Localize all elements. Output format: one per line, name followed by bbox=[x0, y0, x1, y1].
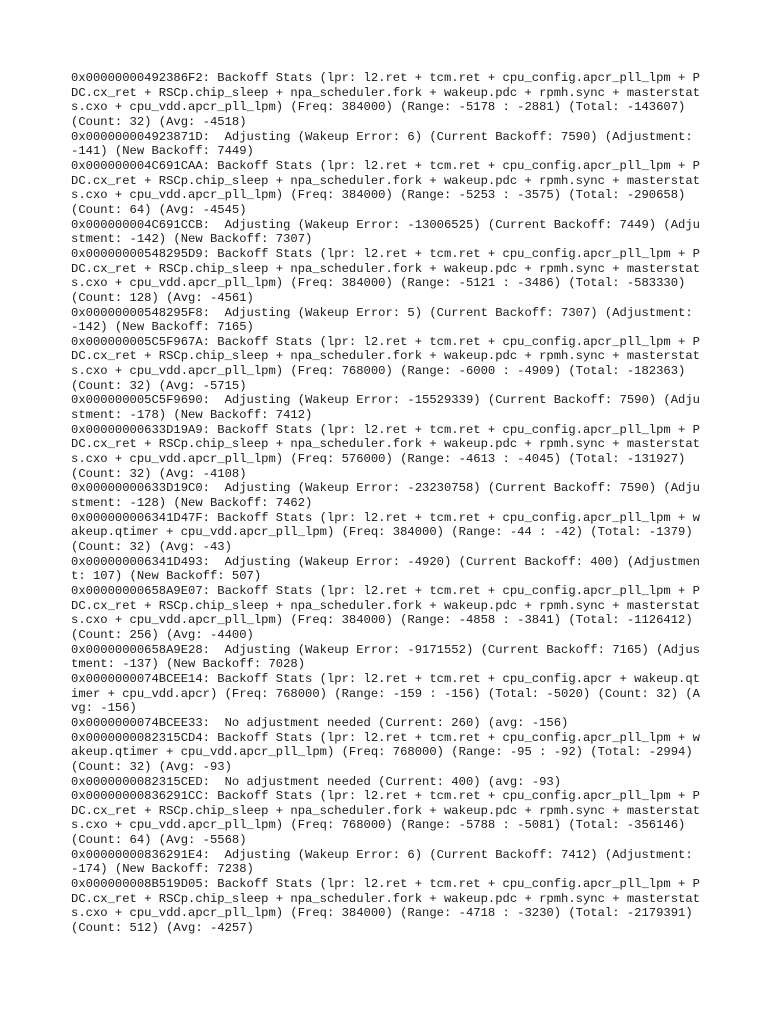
log-entry-backoff-stats: 0x00000000658A9E07: Backoff Stats (lpr: l2.ret + tcm.ret + cpu_config.apcr_pll_lpm + PDC.cx_ret + RSCp.chip_sleep + npa_scheduler.fork + wakeup.pdc + rpmh.sync + masterstats.cxo + cpu_vdd.apcr_pll_lpm) (Freq: 384000) (Range: -4858 : -3841) (Total: -1126412) (Count: 256) (Avg: -4400) bbox=[71, 583, 700, 642]
log-entry-adjusting: 0x00000000548295F8: Adjusting (Wakeup Error: 5) (Current Backoff: 7307) (Adjustment: -142) (New Backoff: 7165) bbox=[71, 305, 700, 335]
log-entry-backoff-stats: 0x0000000082315CD4: Backoff Stats (lpr: l2.ret + tcm.ret + cpu_config.apcr_pll_lpm + wakeup.qtimer + cpu_vdd.apcr_pll_lpm) (Freq: 768000) (Range: -95 : -92) (Total: -2994) (Count: 32) (Avg: -93) bbox=[71, 730, 700, 774]
log-entry-adjusting: 0x00000000658A9E28: Adjusting (Wakeup Error: -9171552) (Current Backoff: 7165) (Adjustment: -137) (New Backoff: 7028) bbox=[71, 642, 700, 672]
log-entry-backoff-stats: 0x00000000633D19A9: Backoff Stats (lpr: l2.ret + tcm.ret + cpu_config.apcr_pll_lpm + PDC.cx_ret + RSCp.chip_sleep + npa_scheduler.fork + wakeup.pdc + rpmh.sync + masterstats.cxo + cpu_vdd.apcr_pll_lpm) (Freq: 576000) (Range: -4613 : -4045) (Total: -131927) (Count: 32) (Avg: -4108) bbox=[71, 422, 700, 481]
log-entry-backoff-stats: 0x00000000492386F2: Backoff Stats (lpr: l2.ret + tcm.ret + cpu_config.apcr_pll_lpm + PDC.cx_ret + RSCp.chip_sleep + npa_scheduler.fork + wakeup.pdc + rpmh.sync + masterstats.cxo + cpu_vdd.apcr_pll_lpm) (Freq: 384000) (Range: -5178 : -2881) (Total: -143607) (Count: 32) (Avg: -4518) bbox=[71, 71, 700, 129]
log-entry-backoff-stats: 0x0000000074BCEE14: Backoff Stats (lpr: l2.ret + tcm.ret + cpu_config.apcr + wakeup.qtimer + cpu_vdd.apcr) (Freq: 768000) (Range: -159 : -156) (Total: -5020) (Count: 32) (Avg: -156) bbox=[71, 671, 700, 716]
log-entry-backoff-stats: 0x00000000548295D9: Backoff Stats (lpr: l2.ret + tcm.ret + cpu_config.apcr_pll_lpm + PDC.cx_ret + RSCp.chip_sleep + npa_scheduler.fork + wakeup.pdc + rpmh.sync + masterstats.cxo + cpu_vdd.apcr_pll_lpm) (Freq: 384000) (Range: -5121 : -3486) (Total: -583330) (Count: 128) (Avg: -4561) bbox=[71, 246, 700, 305]
log-entry-backoff-stats: 0x000000004C691CAA: Backoff Stats (lpr: l2.ret + tcm.ret + cpu_config.apcr_pll_lpm + PDC.cx_ret + RSCp.chip_sleep + npa_scheduler.fork + wakeup.pdc + rpmh.sync + masterstats.cxo + cpu_vdd.apcr_pll_lpm) (Freq: 384000) (Range: -5253 : -3575) (Total: -290658) (Count: 64) (Avg: -4545) bbox=[71, 158, 700, 217]
log-entry-backoff-stats: 0x000000008B519D05: Backoff Stats (lpr: l2.ret + tcm.ret + cpu_config.apcr_pll_lpm + PDC.cx_ret + RSCp.chip_sleep + npa_scheduler.fork + wakeup.pdc + rpmh.sync + masterstats.cxo + cpu_vdd.apcr_pll_lpm) (Freq: 384000) (Range: -4718 : -3230) (Total: -2179391) (Count: 512) (Avg: -4257) bbox=[71, 877, 700, 936]
log-entry-backoff-stats: 0x000000006341D47F: Backoff Stats (lpr: l2.ret + tcm.ret + cpu_config.apcr_pll_lpm + wakeup.qtimer + cpu_vdd.apcr_pll_lpm) (Freq: 384000) (Range: -44 : -42) (Total: -1379) (Count: 32) (Avg: -43) bbox=[71, 510, 700, 554]
log-entry-adjusting: 0x000000006341D493: Adjusting (Wakeup Error: -4920) (Current Backoff: 400) (Adjustment: 107) (New Backoff: 507) bbox=[71, 554, 700, 584]
log-entry-adjusting: 0x000000005C5F9690: Adjusting (Wakeup Error: -15529339) (Current Backoff: 7590) (Adjustment: -178) (New Backoff: 7412) bbox=[71, 393, 700, 423]
log-entry-adjusting: 0x000000004C691CCB: Adjusting (Wakeup Error: -13006525) (Current Backoff: 7449) (Adjustment: -142) (New Backoff: 7307) bbox=[71, 217, 700, 247]
log-entry-no-adjustment: 0x0000000082315CED: No adjustment needed (Current: 400) (avg: -93) bbox=[71, 774, 562, 789]
log-entry-adjusting: 0x00000000836291E4: Adjusting (Wakeup Error: 6) (Current Backoff: 7412) (Adjustment: -174) (New Backoff: 7238) bbox=[71, 847, 700, 877]
log-document bbox=[71, 71, 701, 936]
log-entry-no-adjustment: 0x0000000074BCEE33: No adjustment needed (Current: 260) (avg: -156) bbox=[71, 715, 569, 730]
log-entry-backoff-stats: 0x000000005C5F967A: Backoff Stats (lpr: l2.ret + tcm.ret + cpu_config.apcr_pll_lpm + PDC.cx_ret + RSCp.chip_sleep + npa_scheduler.fork + wakeup.pdc + rpmh.sync + masterstats.cxo + cpu_vdd.apcr_pll_lpm) (Freq: 768000) (Range: -6000 : -4909) (Total: -182363) (Count: 32) (Avg: -5715) bbox=[71, 334, 700, 393]
log-entry-backoff-stats: 0x00000000836291CC: Backoff Stats (lpr: l2.ret + tcm.ret + cpu_config.apcr_pll_lpm + PDC.cx_ret + RSCp.chip_sleep + npa_scheduler.fork + wakeup.pdc + rpmh.sync + masterstats.cxo + cpu_vdd.apcr_pll_lpm) (Freq: 768000) (Range: -5788 : -5081) (Total: -356146) (Count: 64) (Avg: -5568) bbox=[71, 789, 700, 848]
log-entry-adjusting: 0x00000000633D19C0: Adjusting (Wakeup Error: -23230758) (Current Backoff: 7590) (Adjustment: -128) (New Backoff: 7462) bbox=[71, 481, 700, 511]
log-entry-adjusting: 0x000000004923871D: Adjusting (Wakeup Error: 6) (Current Backoff: 7590) (Adjustment: -141) (New Backoff: 7449) bbox=[71, 129, 700, 159]
